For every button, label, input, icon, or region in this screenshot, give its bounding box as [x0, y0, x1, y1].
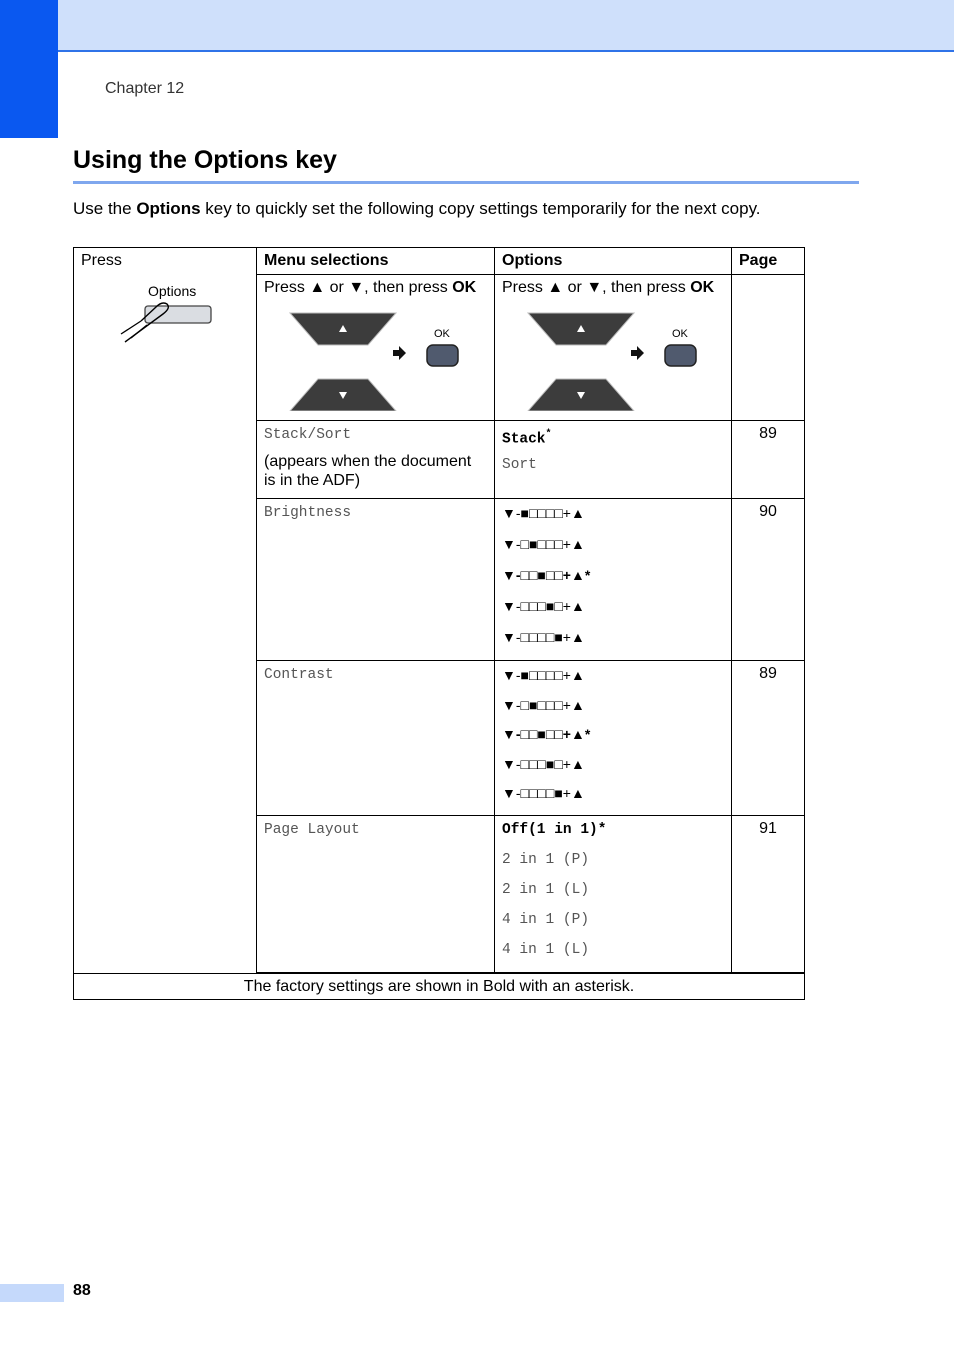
header-press: Press: [81, 252, 122, 269]
right-arrow-icon: [393, 346, 406, 360]
options-cell: [495, 815, 732, 972]
options-table: [73, 247, 805, 1000]
page-empty-cell: [732, 275, 805, 421]
ok-key: [427, 345, 458, 366]
layout-option-2in1-p: 2 in 1 (P): [502, 851, 590, 868]
menu-cell: [257, 421, 495, 499]
navigation-keys-diagram: [502, 301, 722, 411]
table-footnote: The factory settings are shown in Bold with an asterisk.: [74, 973, 805, 999]
contrast-level-2: ▼-□■□□□+▲: [502, 696, 585, 713]
option-stack: Stack: [502, 431, 546, 448]
header-page: Page: [739, 252, 778, 269]
title-underline: [73, 181, 859, 184]
brightness-level-5: ▼-□□□□■+▲: [502, 629, 585, 645]
contrast-level-5: ▼-□□□□■+▲: [502, 785, 585, 801]
menu-item-stack-sort: Stack/Sort: [264, 427, 352, 443]
menu-cell: [257, 661, 495, 816]
menu-note: (appears when the document is in the ADF): [264, 453, 472, 489]
intro-post: key to quickly set the following copy settings temporarily for the next copy.: [200, 199, 761, 218]
menu-item-contrast: Contrast: [264, 667, 334, 683]
page-cell: 90: [732, 499, 805, 661]
options-instruction: Press ▲ or ▼, then press OK: [502, 279, 715, 296]
options-cell: [495, 499, 732, 661]
page-title: Using the Options key: [73, 146, 337, 174]
header-band: [0, 0, 954, 52]
default-asterisk: *: [545, 429, 552, 440]
ok-key-label: OK: [672, 328, 688, 340]
menu-cell: [257, 499, 495, 661]
options-cell: [495, 661, 732, 816]
right-arrow-icon: [631, 346, 644, 360]
ok-key-label: OK: [434, 328, 450, 340]
page-cell: 89: [732, 421, 805, 499]
header-menu: Menu selections: [264, 252, 389, 269]
layout-option-4in1-l: 4 in 1 (L): [502, 941, 590, 958]
chapter-tab: [0, 0, 58, 138]
menu-cell: [257, 815, 495, 972]
header-options: Options: [502, 252, 563, 269]
intro-paragraph: [73, 199, 761, 219]
intro-pre: Use the: [73, 199, 137, 218]
navigation-keys-diagram: [264, 301, 484, 411]
contrast-level-1: ▼-■□□□□+▲: [502, 667, 585, 683]
option-sort: Sort: [502, 457, 537, 473]
options-key-label: Options: [148, 283, 197, 299]
menu-item-page-layout: Page Layout: [264, 821, 360, 838]
brightness-level-3: ▼-□□■□□+▲*: [502, 567, 591, 583]
contrast-level-3: ▼-□□■□□+▲*: [502, 726, 591, 742]
menu-item-brightness: Brightness: [264, 505, 352, 521]
brightness-level-1: ▼-■□□□□+▲: [502, 505, 585, 521]
brightness-level-4: ▼-□□□■□+▲: [502, 598, 585, 614]
layout-option-4in1-p: 4 in 1 (P): [502, 911, 590, 928]
contrast-level-4: ▼-□□□■□+▲: [502, 755, 585, 772]
page-cell: 89: [732, 661, 805, 816]
page-cell: 91: [732, 815, 805, 972]
intro-key: Options: [136, 199, 201, 218]
press-column: [74, 248, 257, 974]
options-cell: [495, 421, 732, 499]
layout-option-2in1-l: 2 in 1 (L): [502, 881, 590, 898]
options-key-illustration: [81, 274, 221, 346]
page-number: 88: [73, 1282, 91, 1299]
options-instruction-cell: [495, 275, 732, 421]
footer-tab: [0, 1284, 64, 1302]
ok-key: [665, 345, 696, 366]
menu-instruction: Press ▲ or ▼, then press OK: [264, 279, 477, 296]
brightness-level-2: ▼-□■□□□+▲: [502, 536, 585, 552]
layout-option-off: Off(1 in 1)*: [502, 821, 607, 838]
chapter-label: Chapter 12: [105, 80, 185, 97]
menu-instruction-cell: [257, 275, 495, 421]
